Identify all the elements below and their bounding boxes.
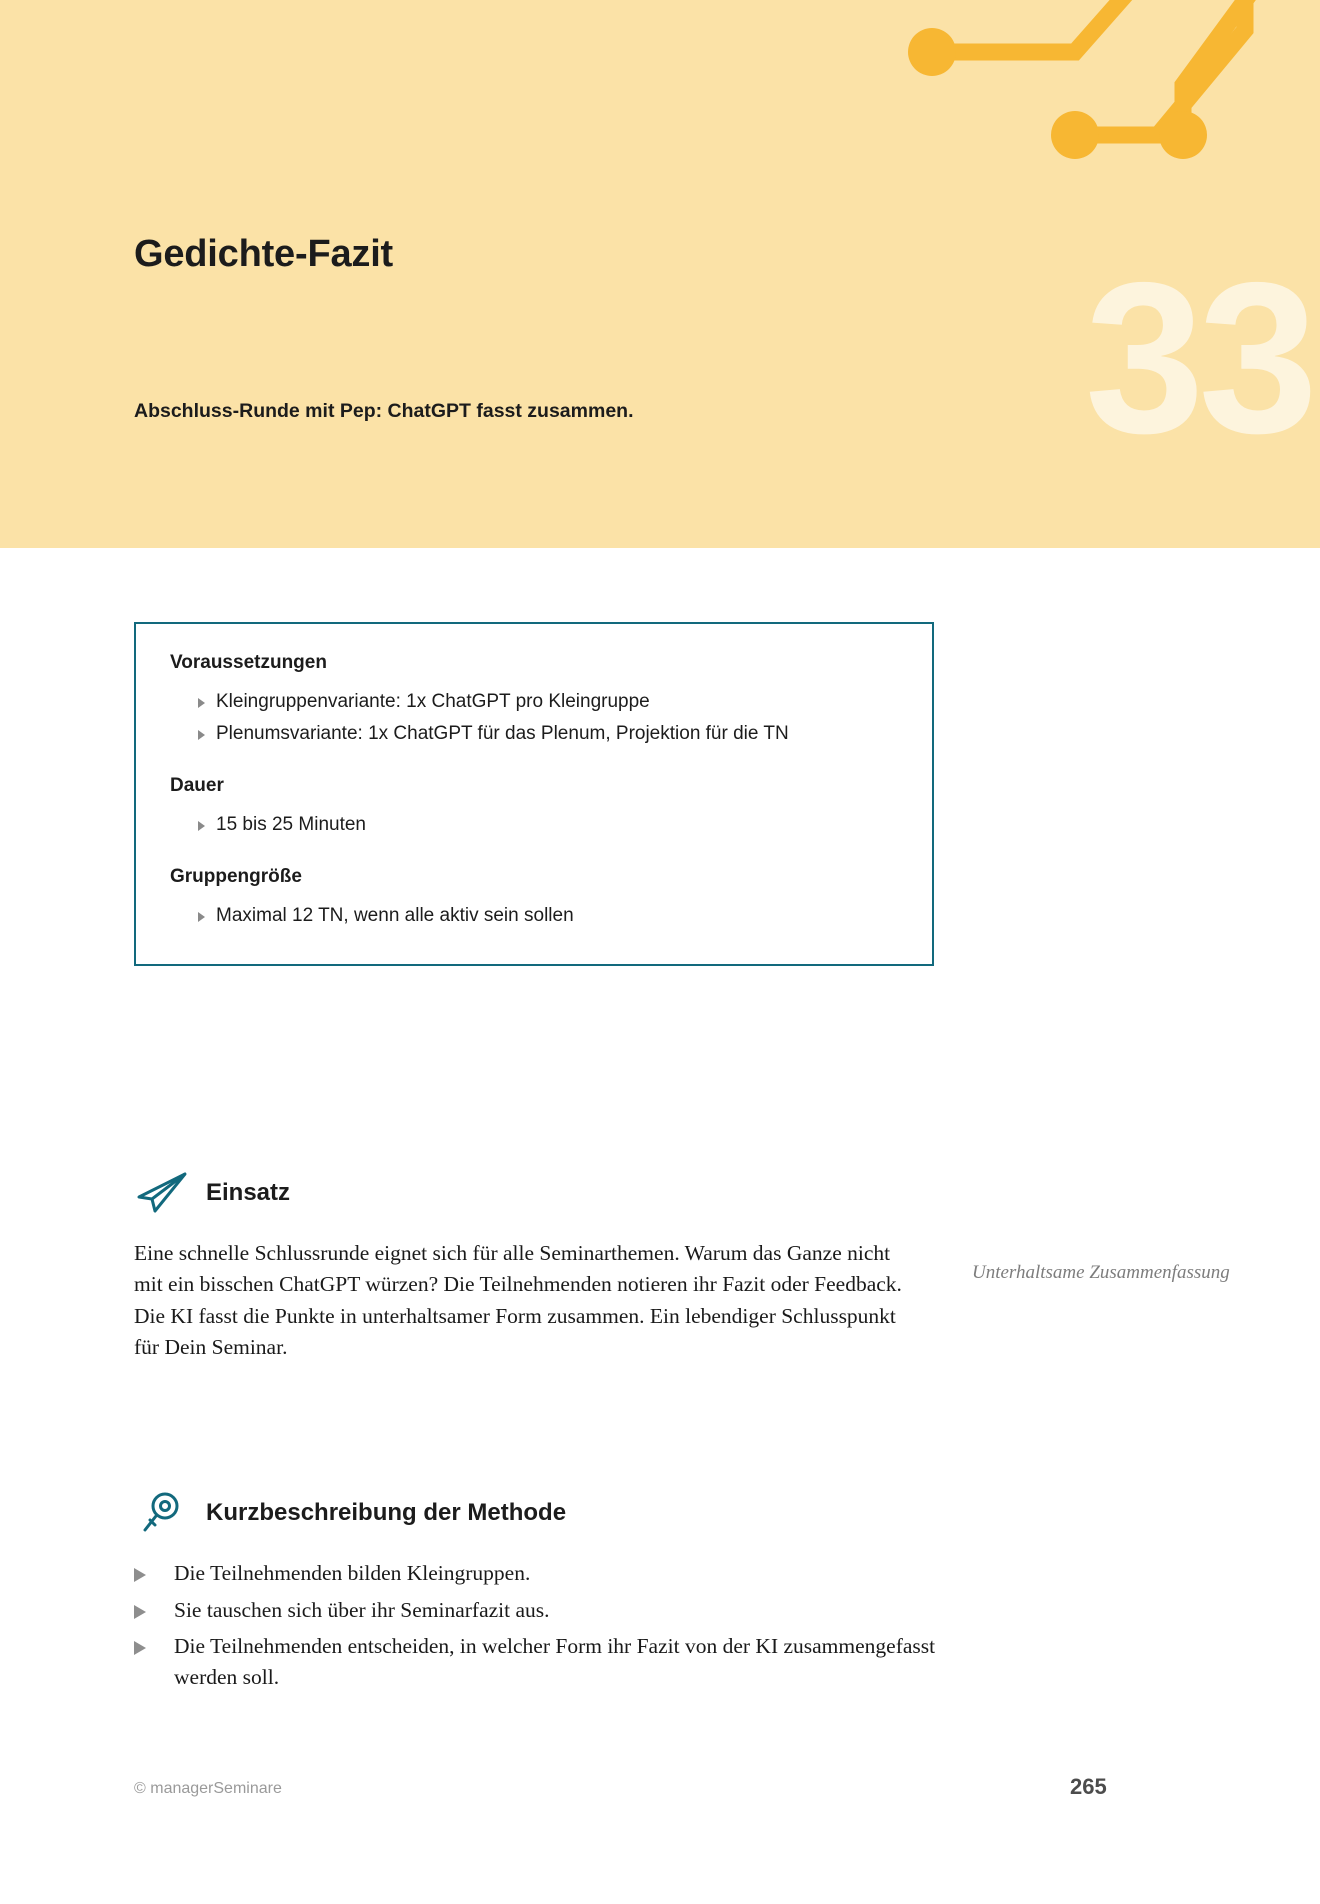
list-item-label: Die Teilnehmenden bilden Kleingruppen. [174, 1561, 531, 1585]
section-header-methode [134, 1490, 934, 1536]
list-item-label: Maximal 12 TN, wenn alle aktiv sein sollen [216, 904, 574, 926]
list-item [170, 720, 898, 749]
page-title: Gedichte-Fazit [134, 233, 394, 276]
info-list-gruppengroesse [170, 902, 898, 931]
list-item [134, 1558, 974, 1589]
margin-note-einsatz: Unterhaltsame Zusammenfassung [972, 1262, 1230, 1283]
info-list-voraussetzungen [170, 688, 898, 749]
section-methode [134, 1490, 934, 1698]
section-header-einsatz [134, 1170, 934, 1216]
method-list [134, 1558, 934, 1692]
list-item-label: Plenumsvariante: 1x ChatGPT für das Plenum, Projektion für die TN [216, 722, 789, 744]
list-item [170, 811, 898, 840]
list-item-label: Sie tauschen sich über ihr Seminarfazit aus. [174, 1597, 550, 1622]
info-heading-dauer: Dauer [170, 774, 224, 796]
prerequisites-box [134, 622, 934, 966]
info-list-dauer [170, 811, 898, 840]
circuit-decoration-icon [900, 0, 1320, 230]
bullet-triangle-icon [134, 1568, 146, 1582]
info-heading-gruppengroesse: Gruppengröße [170, 865, 302, 887]
bullet-triangle-icon [134, 1605, 146, 1619]
list-item [134, 1595, 974, 1626]
header-band [0, 0, 1320, 548]
section-einsatz [134, 1170, 934, 1364]
list-item [134, 1631, 974, 1692]
einsatz-paragraph: Eine schnelle Schlussrunde eignet sich für alle Seminarthemen. Warum das Ganze nicht mit ein bisschen ChatGPT würzen? Die Teilnehmenden notieren ihr Fazit oder Feedback. Die KI fasst die Punkte in unterhaltsamer Form zusammen. Ein lebendiger Schlusspunkt für Dein Seminar. [134, 1241, 902, 1360]
list-item-label: 15 bis 25 Minuten [216, 813, 366, 835]
bullet-triangle-icon [198, 821, 205, 831]
list-item [170, 688, 898, 717]
footer-copyright: © managerSeminare [134, 1780, 282, 1797]
chapter-number: 33 [1084, 237, 1312, 478]
bullet-triangle-icon [198, 912, 205, 922]
section-title-einsatz: Einsatz [206, 1179, 291, 1206]
magnifier-icon [134, 1490, 190, 1536]
page-subtitle: Abschluss-Runde mit Pep: ChatGPT fasst zusammen. [134, 400, 634, 422]
paper-plane-icon [134, 1170, 190, 1216]
info-heading-voraussetzungen: Voraussetzungen [170, 652, 327, 673]
list-item [170, 902, 898, 931]
list-item-label: Die Teilnehmenden entscheiden, in welcher Form ihr Fazit von der KI zusammengefasst werden soll. [174, 1634, 936, 1689]
bullet-triangle-icon [134, 1641, 146, 1655]
bullet-triangle-icon [198, 730, 205, 740]
list-item-label: Kleingruppenvariante: 1x ChatGPT pro Kleingruppe [216, 691, 650, 712]
bullet-triangle-icon [198, 698, 205, 708]
footer-page-number: 265 [1070, 1774, 1107, 1799]
section-title-methode: Kurzbeschreibung der Methode [206, 1499, 567, 1526]
